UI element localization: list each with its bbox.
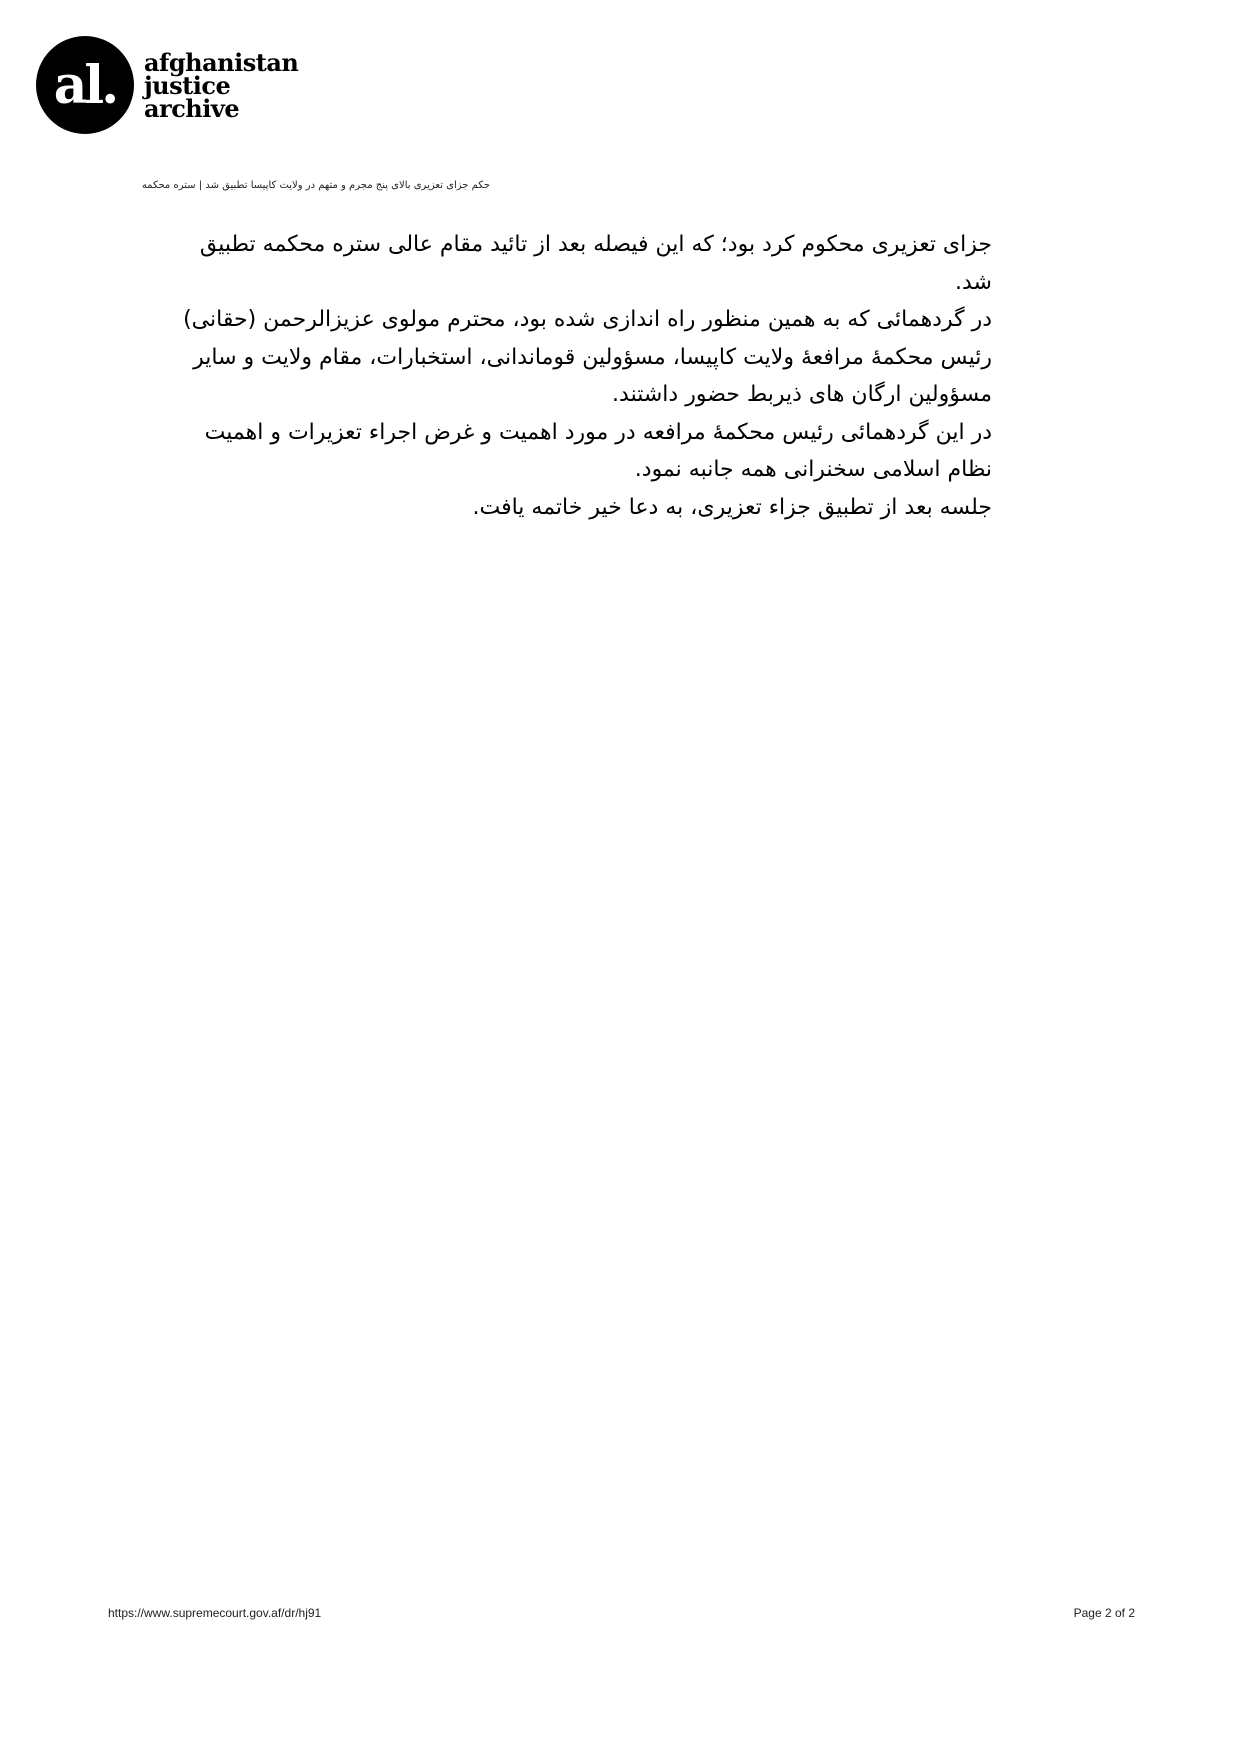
logo-line-1: afghanistan: [144, 47, 299, 77]
article-body: [156, 226, 992, 526]
page-header-title: حکم جزای تعزیری بالای پنج مجرم و متهم در ولایت کاپیسا تطبیق شد | ستره محکمه: [141, 180, 490, 191]
paragraph: جلسه بعد از تطبیق جزاء تعزیری، به دعا خیر خاتمه یافت.: [472, 494, 992, 520]
source-url: https://www.supremecourt.gov.af/dr/hj91: [108, 1606, 322, 1620]
logo-mark: al.: [36, 36, 134, 134]
logo-line-3: archive: [144, 93, 240, 123]
page-number: Page 2 of 2: [1073, 1606, 1135, 1620]
logo-line-2: justice: [144, 70, 231, 100]
archive-logo: [36, 36, 298, 134]
paragraph: جزای تعزیری محکوم کرد بود؛ که این فیصله بعد از تائید مقام عالی ستره محکمه تطبیق شد.: [199, 232, 992, 295]
paragraph: در گردهمائی که به همین منظور راه اندازی شده بود، محترم مولوی عزیزالرحمن (حقانی) رئیس محکمۀ مرافعۀ ولایت کاپیسا، مسؤولین قوماندانی، استخبارات، مقام ولایت و سایر مسؤولین ارگان های ذیربط حضور داشتند.: [183, 307, 992, 407]
paragraph: در این گردهمائی رئیس محکمۀ مرافعه در مورد اهمیت و غرض اجراء تعزیرات و اهمیت نظام اسلامی سخنرانی همه جانبه نمود.: [204, 419, 992, 482]
logo-wordmark: [144, 47, 299, 123]
